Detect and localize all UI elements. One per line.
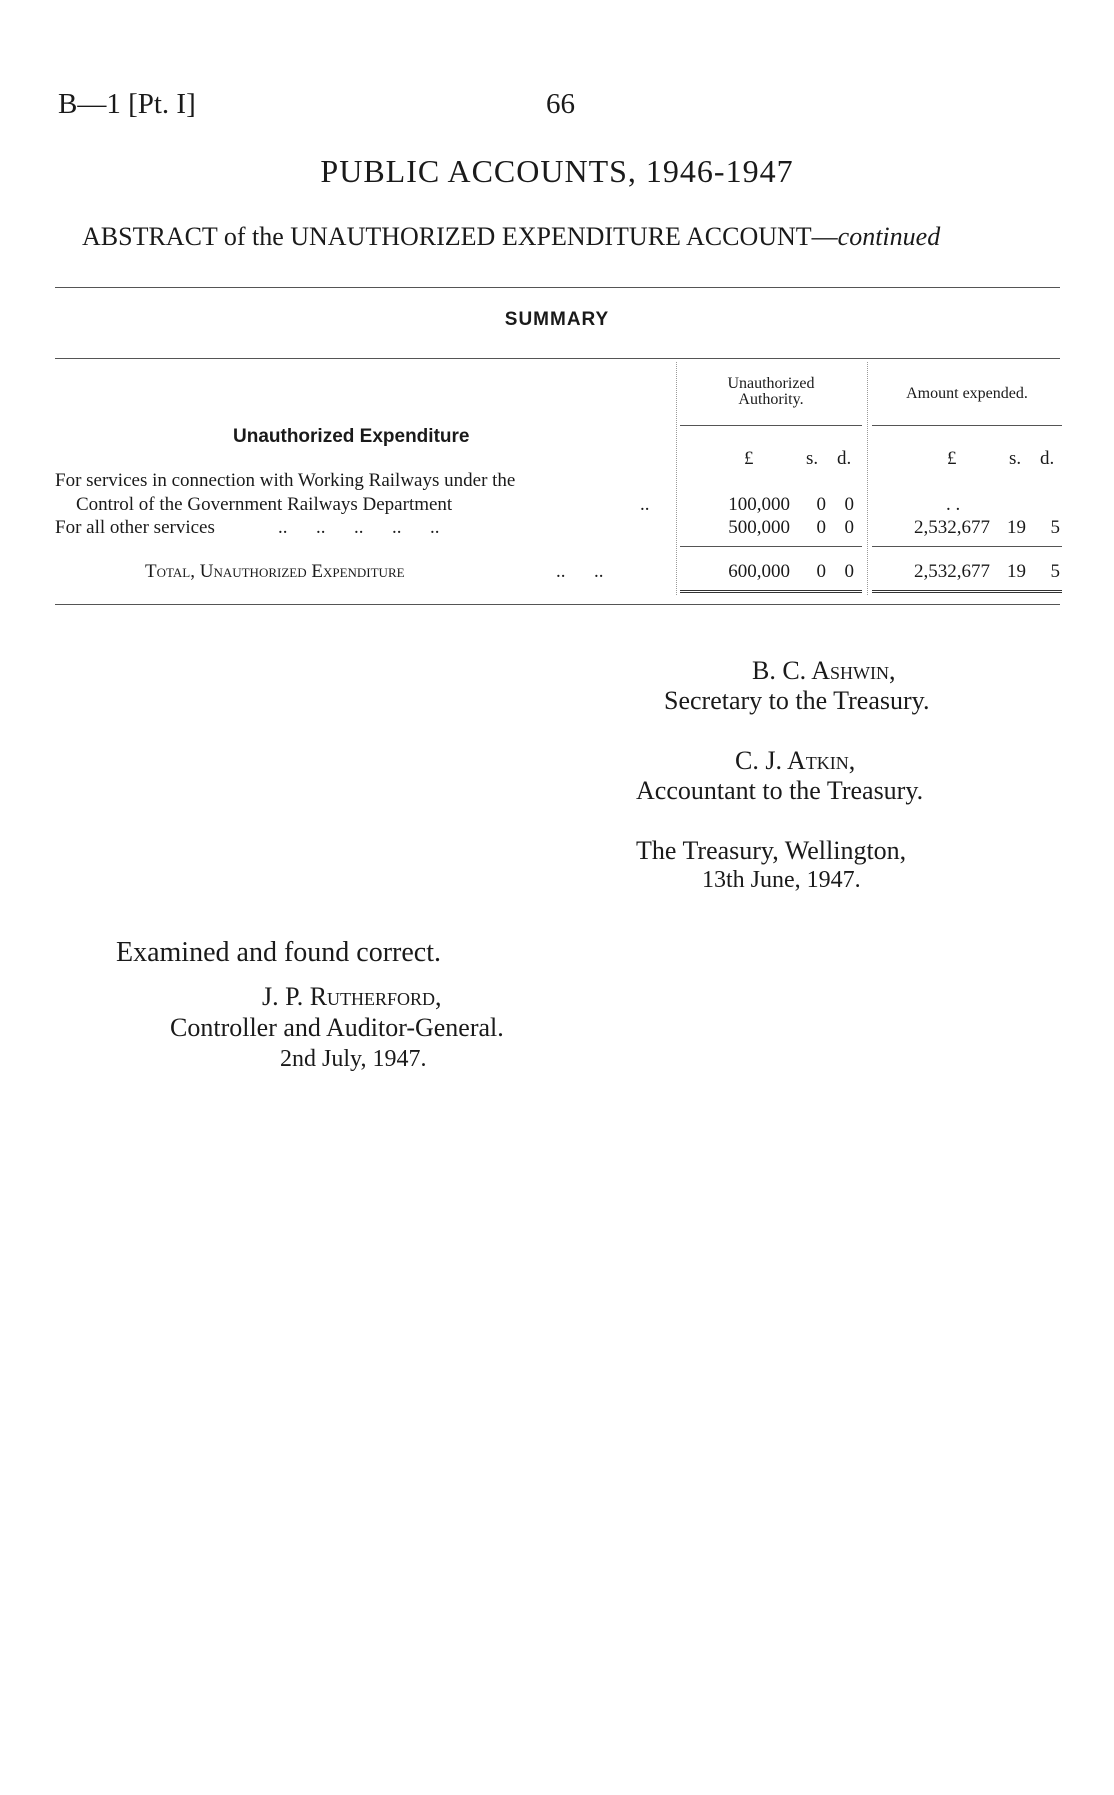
top-rule — [55, 287, 1060, 288]
total-authority-pence: 0 — [844, 561, 854, 582]
total-leader: .. .. — [556, 561, 604, 582]
authority-shillings: 0 — [816, 494, 826, 515]
unit-pound: £ — [947, 448, 957, 469]
row-description: For services in connection with Working Railways under the — [55, 470, 516, 491]
expended-pence: 5 — [1050, 517, 1060, 538]
document-reference: B—1 [Pt. I] — [58, 88, 196, 120]
audit-date: 2nd July, 1947. — [280, 1046, 427, 1072]
row-leader: .. .. .. .. .. — [278, 517, 440, 538]
total-double-rule — [680, 590, 862, 593]
unit-pound: £ — [744, 448, 754, 469]
subtitle-continued: continued — [837, 222, 941, 251]
unit-pence: d. — [837, 448, 852, 469]
authority-header-line2: Authority. — [738, 391, 804, 408]
authority-shillings: 0 — [816, 517, 826, 538]
subtitle-main: ABSTRACT of the UNAUTHORIZED EXPENDITURE ACCOUNT— — [82, 222, 838, 251]
authority-pence: 0 — [844, 517, 854, 538]
signatory-ashwin-title: Secretary to the Treasury. — [664, 686, 930, 715]
total-authority-pounds: 600,000 — [728, 561, 790, 582]
expended-shillings: 19 — [1007, 517, 1026, 538]
authority-pence: 0 — [844, 494, 854, 515]
signatory-atkin-name: C. J. Atkin, — [735, 746, 856, 775]
page-subtitle — [82, 222, 940, 252]
expended-column-header: Amount expended. — [906, 385, 1028, 402]
subtotal-rule — [680, 546, 862, 547]
column-divider — [676, 362, 677, 595]
total-double-rule — [872, 590, 1062, 593]
group-heading: Unauthorized Expenditure — [233, 426, 470, 447]
audit-statement: Examined and found correct. — [116, 937, 441, 968]
signing-date: 13th June, 1947. — [702, 867, 861, 893]
total-authority-shillings: 0 — [816, 561, 826, 582]
row-description-continued: Control of the Government Railways Department — [76, 494, 453, 515]
row-leader: .. — [640, 494, 650, 515]
authority-pounds: 500,000 — [728, 517, 790, 538]
total-expended-shillings: 19 — [1007, 561, 1026, 582]
column-divider — [867, 362, 868, 595]
authority-column-header — [680, 376, 862, 408]
unit-shilling: s. — [1009, 448, 1022, 469]
table-bottom-rule — [55, 604, 1060, 605]
header-rule — [680, 425, 862, 426]
page-number: 66 — [546, 88, 575, 120]
authority-header-line1: Unauthorized — [727, 375, 815, 392]
expended-pounds: . . — [946, 494, 961, 515]
row-description: For all other services — [55, 517, 215, 538]
signing-place: The Treasury, Wellington, — [636, 836, 907, 865]
page-title: PUBLIC ACCOUNTS, 1946-1947 — [320, 153, 794, 189]
summary-rule — [55, 358, 1060, 359]
subtotal-rule — [872, 546, 1062, 547]
authority-pounds: 100,000 — [728, 494, 790, 515]
header-rule — [872, 425, 1062, 426]
unit-shilling: s. — [806, 448, 819, 469]
auditor-name: J. P. Rutherford, — [262, 982, 442, 1011]
total-expended-pence: 5 — [1050, 561, 1060, 582]
total-label: Total, Unauthorized Expenditure — [145, 561, 405, 582]
summary-heading: SUMMARY — [504, 309, 610, 330]
total-expended-pounds: 2,532,677 — [914, 561, 990, 582]
auditor-title: Controller and Auditor-General. — [170, 1013, 504, 1042]
signatory-ashwin-name: B. C. Ashwin, — [752, 656, 896, 685]
unit-pence: d. — [1040, 448, 1055, 469]
expended-pounds: 2,532,677 — [914, 517, 990, 538]
signatory-atkin-title: Accountant to the Treasury. — [636, 776, 924, 805]
